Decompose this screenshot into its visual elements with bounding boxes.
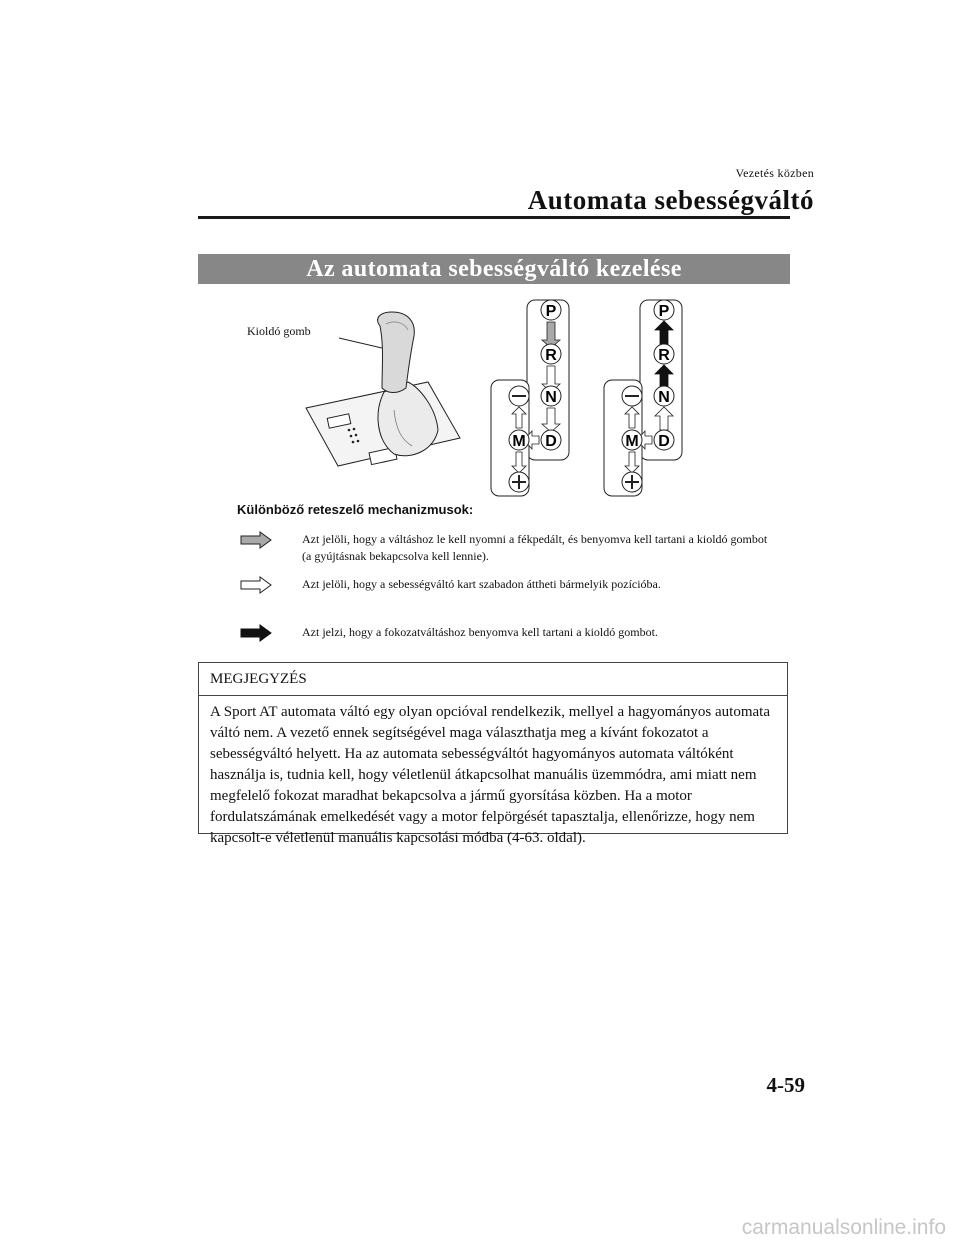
release-button-label: Kioldó gomb: [247, 324, 311, 338]
shift-gate-left: [491, 300, 569, 496]
gear-label-m: M: [625, 433, 639, 450]
release-button-leader: [339, 338, 382, 348]
legend-item-text: Azt jelöli, hogy a sebességváltó kart szabadon áttheti bármelyik pozícióba.: [302, 577, 661, 591]
gear-label-r: R: [545, 347, 557, 364]
running-head: [528, 166, 814, 216]
note-body: A Sport AT automata váltó egy olyan opcióval rendelkezik, mellyel a hagyományos automata váltó nem. A vezető ennek segítségével maga választhatja meg a kívánt fokozatot a sebességváltó helyett. Ha az automata sebességváltót hagyományos automata váltóként használja is, tudnia kell, hogy véletlenül átkapcsolhat manuális üzemmódra, ami miatt nem megfelelő fokozat maradhat bekapcsolva a jármű gyorsítása közben. Ha a motor fordulatszámának emelkedését vagy a motor felpörgését tapasztalja, ellenőrizze, hogy nem kapcsolt-e véletlenül manuális kapcsolási módba (4-63. oldal).: [210, 704, 770, 846]
gear-label-m: M: [512, 433, 526, 450]
gear-label-p: P: [545, 303, 557, 320]
white-arrow-icon: [240, 576, 272, 594]
shift-gate-right: [604, 300, 682, 496]
note-box: [198, 662, 788, 846]
legend-heading: Különböző reteszelő mechanizmusok:: [237, 502, 474, 517]
page-number: 4-59: [766, 1073, 805, 1097]
shift-lever-figure: [198, 290, 790, 500]
black-arrow-icon: [240, 624, 272, 642]
gear-label-n: N: [545, 389, 557, 406]
note-title: MEGJEGYZÉS: [199, 663, 787, 696]
gear-label-d: D: [658, 433, 670, 450]
running-head-section: Vezetés közben: [735, 166, 814, 180]
running-head-title: Automata sebességváltó: [527, 185, 814, 215]
gear-label-d: D: [545, 433, 557, 450]
shift-knob: [378, 312, 415, 393]
header-rule: [198, 216, 790, 219]
section-title: Az automata sebességváltó kezelése: [198, 254, 790, 284]
gray-arrow-icon: [240, 531, 272, 549]
gear-label-r: R: [658, 347, 670, 364]
gear-label-p: P: [658, 303, 670, 320]
legend-item-text: Azt jelöli, hogy a váltáshoz le kell nyomni a fékpedált, és benyomva kell tartani a kioldó gombot (a gyújtásnak bekapcsolva kell lennie).: [302, 532, 768, 563]
watermark-link[interactable]: carmanualsonline.info: [741, 1216, 946, 1239]
legend-item-text: Azt jelzi, hogy a fokozatváltáshoz benyomva kell tartani a kioldó gombot.: [302, 625, 658, 639]
gear-label-n: N: [658, 389, 670, 406]
